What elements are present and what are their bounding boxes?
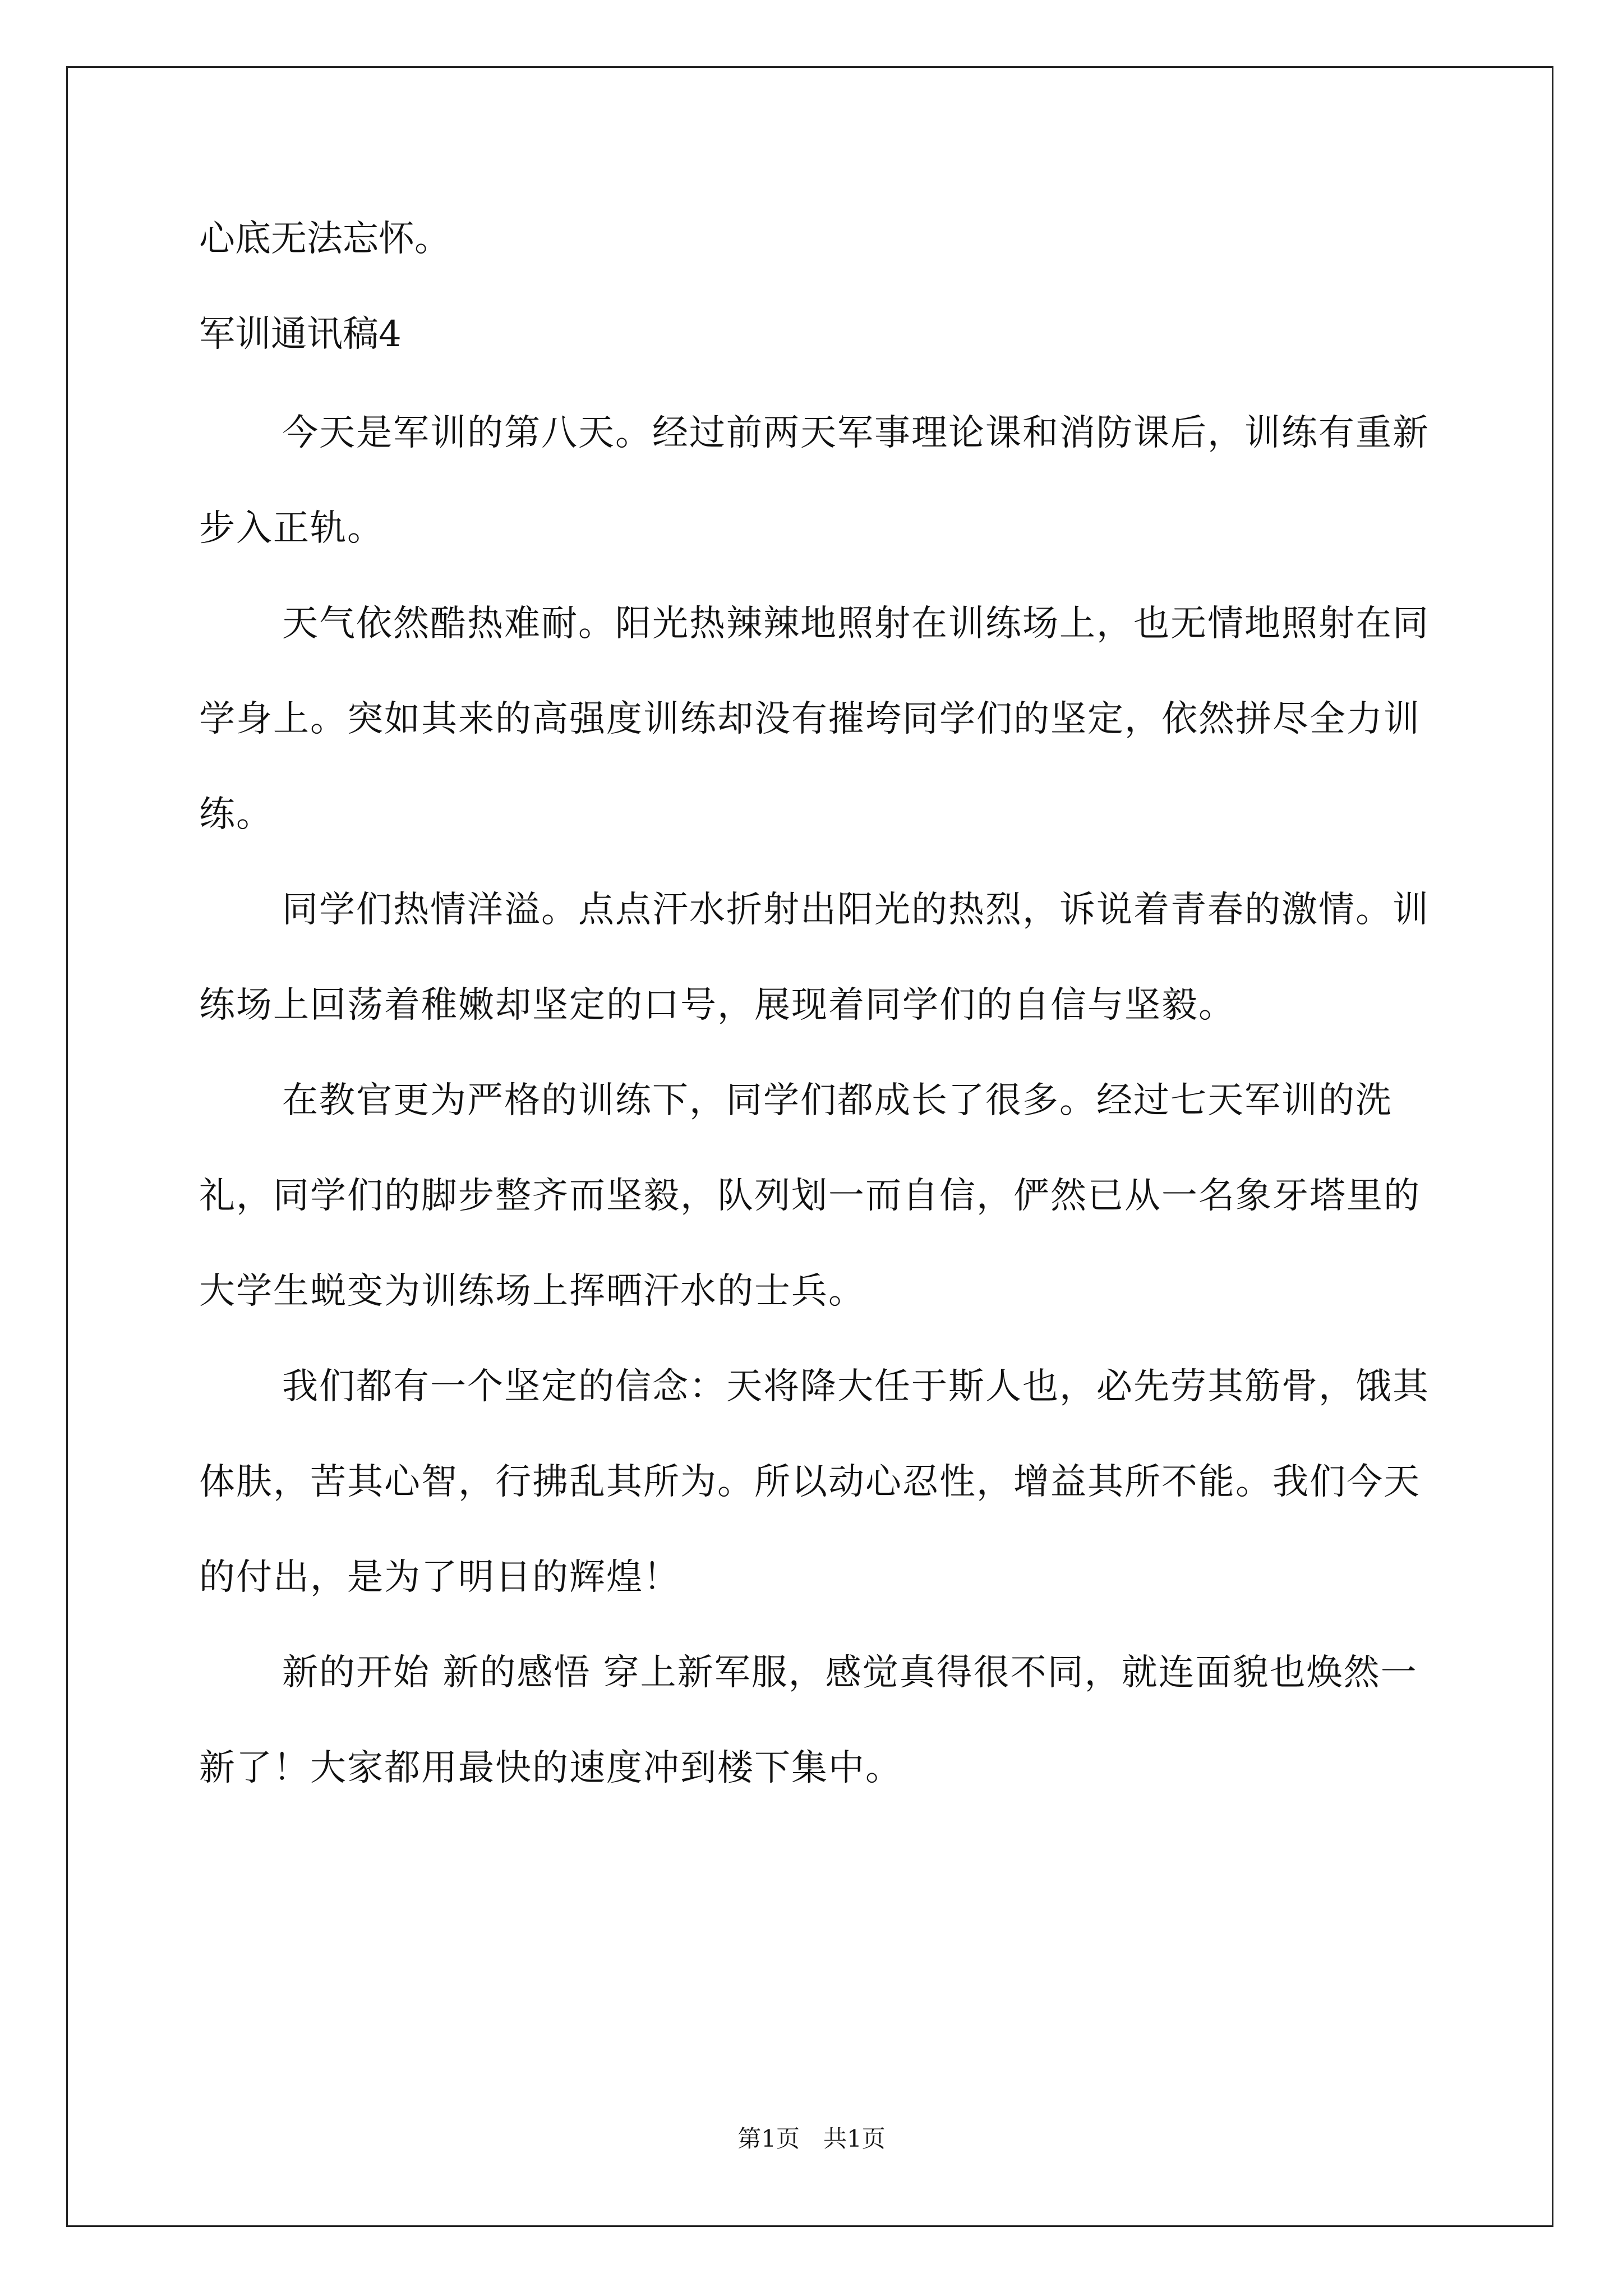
paragraph-2: 天气依然酷热难耐。阳光热辣辣地照射在训练场上，也无情地照射在同学身上。突如其来的高强度训练却没有摧垮同学们的坚定，依然拼尽全力训练。: [199, 603, 1430, 835]
paragraph-5: 我们都有一个坚定的信念：天将降大任于斯人也，必先劳其筋骨，饿其体肤，苦其心智，行拂乱其所为。所以动心忍性，增益其所不能。我们今天的付出，是为了明日的辉煌！: [199, 1366, 1430, 1598]
page-number-footer: 第1页 共1页: [737, 2125, 886, 2152]
continuation-line: 心底无法忘怀。: [199, 218, 450, 260]
paragraph-6: 新的开始 新的感悟 穿上新军服，感觉真得很不同，就连面貌也焕然一新了！大家都用最快的速度冲到楼下集中。: [199, 1652, 1418, 1789]
section-heading: 军训通讯稿4: [199, 314, 402, 355]
paragraph-4: 在教官更为严格的训练下，同学们都成长了很多。经过七天军训的洗礼，同学们的脚步整齐而坚毅，队列划一而自信，俨然已从一名象牙塔里的大学生蜕变为训练场上挥晒汗水的士兵。: [199, 1080, 1421, 1312]
paragraph-1: 今天是军训的第八天。经过前两天军事理论课和消防课后，训练有重新步入正轨。: [199, 412, 1430, 549]
document-body: [199, 213, 1438, 1816]
paragraph-3: 同学们热情洋溢。点点汗水折射出阳光的热烈，诉说着青春的激情。训练场上回荡着稚嫩却坚定的口号，展现着同学们的自信与坚毅。: [199, 889, 1430, 1026]
